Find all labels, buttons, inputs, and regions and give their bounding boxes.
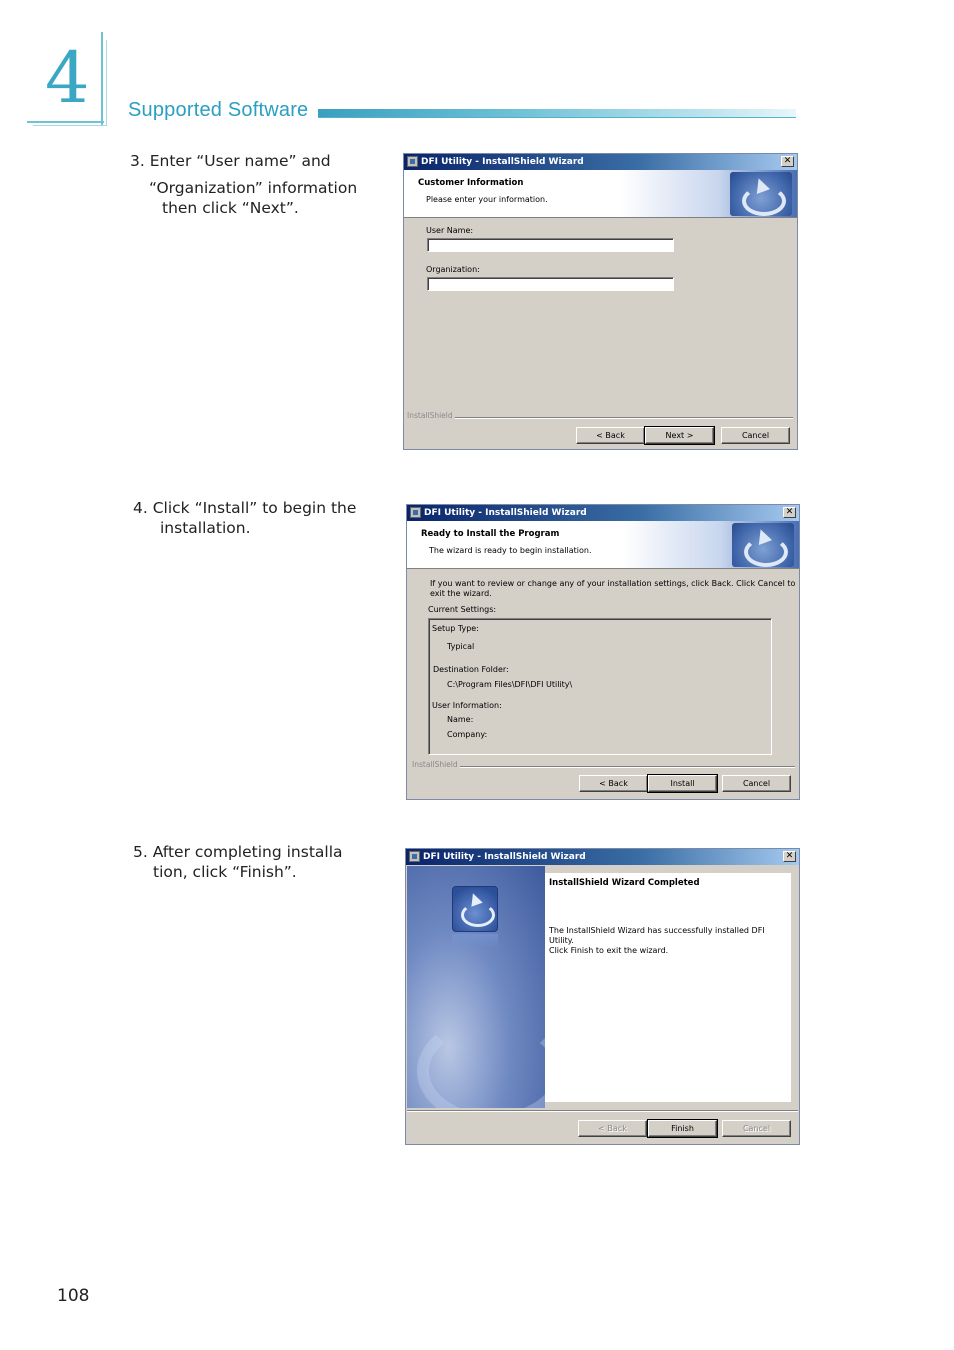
install-button[interactable]: Install xyxy=(648,775,717,792)
step-5-line-2: tion, click “Finish”. xyxy=(153,863,297,881)
user-name-input[interactable] xyxy=(427,238,674,252)
cancel-button[interactable]: Cancel xyxy=(722,775,791,792)
destination-folder-value: C:\Program Files\DFI\DFI Utility\ xyxy=(447,680,573,689)
close-icon[interactable]: ✕ xyxy=(783,507,796,518)
step-3-line-3: then click “Next”. xyxy=(162,199,299,217)
dialog-title: DFI Utility - InstallShield Wizard xyxy=(423,852,586,862)
step-4-line-1: 4. Click “Install” to begin the xyxy=(133,499,357,517)
footer-separator xyxy=(459,766,795,768)
name-label: Name: xyxy=(447,715,474,724)
dialog-titlebar xyxy=(407,505,799,521)
banner-title: Ready to Install the Program xyxy=(421,529,560,539)
banner-subtitle: Please enter your information. xyxy=(426,195,548,204)
section-title: Supported Software xyxy=(128,99,309,121)
installshield-logo-icon xyxy=(730,172,792,216)
installer-app-icon xyxy=(409,851,420,862)
step-5-text xyxy=(133,842,343,882)
cancel-button[interactable]: Cancel xyxy=(721,427,790,444)
completion-heading: InstallShield Wizard Completed xyxy=(549,878,700,888)
back-button[interactable]: < Back xyxy=(579,775,648,792)
step-4-text xyxy=(133,498,356,538)
completion-message-panel xyxy=(545,873,791,1102)
chapter-marker-horizontal-line-light xyxy=(33,125,107,126)
chapter-marker xyxy=(27,32,108,126)
step-3-line-1: 3. Enter “User name” and xyxy=(130,152,331,170)
installer-app-icon xyxy=(410,507,421,518)
current-settings-label: Current Settings: xyxy=(428,605,497,614)
step-5-line-1: 5. After completing installa xyxy=(133,843,343,861)
wizard-completed-dialog xyxy=(405,848,800,1145)
organization-input[interactable] xyxy=(427,277,674,291)
banner-subtitle: The wizard is ready to begin installation. xyxy=(429,546,592,555)
close-icon[interactable]: ✕ xyxy=(781,156,794,167)
step-3-text xyxy=(130,151,357,218)
customer-info-dialog xyxy=(403,153,798,450)
setup-type-label: Setup Type: xyxy=(432,624,479,633)
installer-app-icon xyxy=(407,156,418,167)
footer-separator xyxy=(407,1110,798,1112)
step-4-line-2: installation. xyxy=(160,519,251,537)
chapter-marker-horizontal-line xyxy=(27,121,104,123)
user-name-label: User Name: xyxy=(426,226,474,235)
dialog-banner xyxy=(407,521,799,569)
setup-type-value: Typical xyxy=(447,642,475,651)
next-button[interactable]: Next > xyxy=(645,427,714,444)
intro-text-line-2: exit the wizard. xyxy=(430,589,492,598)
logo-reflection xyxy=(452,934,498,948)
banner-title: Customer Information xyxy=(418,178,524,188)
section-title-underline xyxy=(318,117,796,118)
completion-body-line-2: Click Finish to exit the wizard. xyxy=(549,946,669,955)
dialog-banner xyxy=(404,170,797,218)
chapter-marker-vertical-line xyxy=(101,32,103,126)
installshield-logo-icon xyxy=(452,886,498,932)
chapter-number: 4 xyxy=(45,37,90,119)
company-label: Company: xyxy=(447,730,488,739)
page-number: 108 xyxy=(57,1286,90,1306)
intro-text-line-1: If you want to review or change any of your installation settings, click Back. Click Cancel to xyxy=(430,579,796,588)
installshield-logo-icon xyxy=(732,523,794,567)
ready-to-install-dialog xyxy=(406,504,800,800)
destination-folder-label: Destination Folder: xyxy=(433,665,509,674)
dialog-title: DFI Utility - InstallShield Wizard xyxy=(424,508,587,518)
installshield-brand: InstallShield xyxy=(412,760,458,769)
back-button[interactable]: < Back xyxy=(578,1120,647,1137)
dialog-titlebar xyxy=(406,849,799,865)
dialog-title: DFI Utility - InstallShield Wizard xyxy=(421,157,584,167)
back-button[interactable]: < Back xyxy=(576,427,645,444)
user-information-label: User Information: xyxy=(432,701,502,710)
close-icon[interactable]: ✕ xyxy=(783,851,796,862)
installshield-brand: InstallShield xyxy=(407,411,453,420)
finish-button[interactable]: Finish xyxy=(648,1120,717,1137)
cancel-button[interactable]: Cancel xyxy=(722,1120,791,1137)
watermark-logo-icon xyxy=(417,1016,545,1108)
wizard-side-panel xyxy=(407,866,545,1108)
footer-separator xyxy=(452,417,793,419)
organization-label: Organization: xyxy=(426,265,480,274)
dialog-titlebar xyxy=(404,154,797,170)
completion-body-line-1: The InstallShield Wizard has successfully installed DFI Utility. xyxy=(549,926,765,945)
completion-body xyxy=(549,926,791,956)
step-3-line-2: “Organization” information xyxy=(149,179,358,197)
chapter-marker-vertical-line-light xyxy=(106,40,107,126)
current-settings-box[interactable] xyxy=(428,618,772,755)
